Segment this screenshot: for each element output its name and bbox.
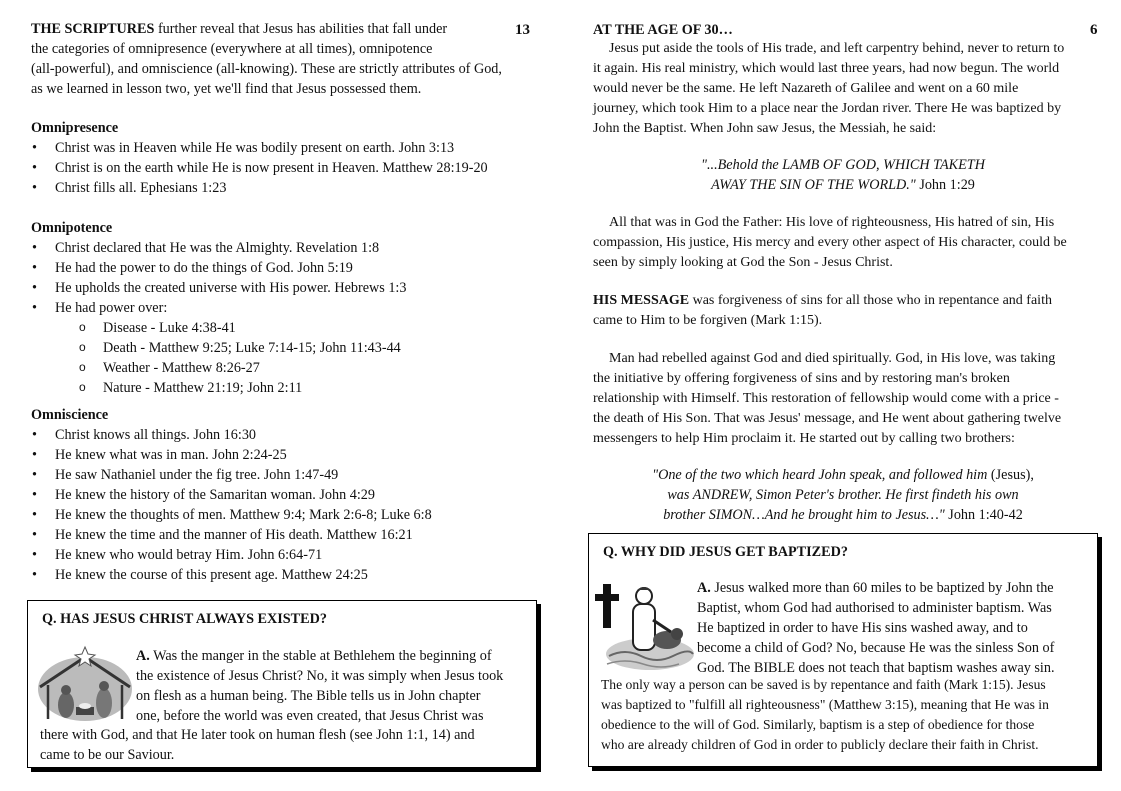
box-answer-bottom	[601, 675, 1091, 755]
list-item: • Christ fills all. Ephesians 1:23	[31, 178, 541, 198]
list-item: • He knew what was in man. John 2:24-25	[31, 445, 541, 465]
paragraph-line: compassion, His justice, His mercy and every other aspect of His character, could be	[593, 235, 1067, 250]
list-item: • He knew the history of the Samaritan woman. John 4:29	[31, 485, 541, 505]
omnipotence-list	[31, 238, 541, 318]
paragraph-line: it again. His real ministry, which would last three years, had now begun. The world	[593, 61, 1060, 76]
answer-line: there with God, and that He later took on human flesh (see John 1:1, 14) and	[40, 727, 475, 743]
paragraph-line: would never be the same. He left Nazareth of Galilee and went on a 60 mile	[593, 81, 1019, 96]
paragraph-line: relationship with Himself. This restoration of fellowship would come with a price -	[593, 391, 1059, 406]
page-number: 6	[1090, 22, 1098, 38]
paragraph-line: messengers to help Him proclaim it. He started out by calling two brothers:	[593, 431, 1015, 446]
answer-line: came to be our Saviour.	[40, 747, 175, 763]
list-item: • Christ knows all things. John 16:30	[31, 425, 541, 445]
list-item: • He had power over:	[31, 298, 541, 318]
list-item: • He knew the thoughts of men. Matthew 9:4; Mark 2:6-8; Luke 6:8	[31, 505, 541, 525]
box-question: Q. HAS JESUS CHRIST ALWAYS EXISTED?	[42, 611, 327, 627]
list-item: • He knew the course of this present age. Matthew 24:25	[31, 565, 541, 585]
box-answer-top	[136, 646, 524, 726]
paragraph-ministry	[593, 39, 1093, 139]
baptism-icon	[595, 576, 695, 672]
quote-reference: John 1:29	[915, 177, 975, 193]
intro-line: as we learned in lesson two, yet we'll find that Jesus possessed them.	[31, 81, 422, 97]
intro-paragraph	[31, 19, 533, 99]
list-item: • He saw Nathaniel under the fig tree. John 1:47-49	[31, 465, 541, 485]
quote-line: AWAY THE SIN OF THE WORLD."	[711, 177, 916, 193]
quote-andrew	[593, 465, 1093, 525]
sub-list-item: o Weather - Matthew 8:26-27	[79, 358, 541, 378]
paragraph-line: Jesus put aside the tools of His trade, and left carpentry behind, never to return to	[609, 41, 1065, 56]
omniscience-list	[31, 425, 541, 585]
sub-list-item: o Death - Matthew 9:25; Luke 7:14-15; John 11:43-44	[79, 338, 541, 358]
omnipotence-heading: Omnipotence	[31, 220, 113, 236]
answer-line: obedience to the will of God. Similarly, baptism is a step of obedience for those	[601, 717, 1035, 732]
paragraph-line: Man had rebelled against God and died spiritually. God, in His love, was taking	[609, 351, 1056, 366]
box-answer-top	[697, 578, 1087, 678]
question-box-baptized	[588, 533, 1098, 767]
paragraph-father	[593, 213, 1093, 273]
quote-line: "...Behold the LAMB OF GOD, WHICH TAKETH	[701, 157, 985, 173]
answer-line: God. The BIBLE does not teach that baptism washes away sin.	[697, 660, 1055, 676]
answer-line: one, before the world was even created, that Jesus Christ was	[136, 708, 484, 724]
left-page	[0, 0, 560, 791]
answer-line: become a child of God? No, because He was the sinless Son of	[697, 640, 1055, 656]
answer-lead: A.	[136, 648, 150, 664]
answer-line: who are already children of God in order to publicly declare their faith in Christ.	[601, 737, 1039, 752]
paragraph-message	[593, 291, 1093, 331]
answer-line: The only way a person can be saved is by repentance and faith (Mark 1:15). Jesus	[601, 677, 1046, 692]
right-page	[560, 0, 1121, 791]
answer-line: was baptized to "fulfill all righteousness" (Matthew 3:15), meaning that He was in	[601, 697, 1049, 712]
box-answer-bottom	[40, 725, 528, 765]
sub-list-item: o Nature - Matthew 21:19; John 2:11	[79, 378, 541, 398]
answer-line: Baptist, whom God had authorised to administer baptism. Was	[697, 600, 1052, 616]
intro-line: further reveal that Jesus has abilities that fall under	[154, 21, 448, 37]
question-box-always-existed	[27, 600, 537, 768]
paragraph-line: journey, which took Him to a place near the Jordan river. There He was baptized by	[593, 101, 1062, 116]
answer-line: the existence of Jesus Christ? No, it was simply when Jesus took	[136, 668, 504, 684]
paragraph-line: John the Baptist. When John saw Jesus, the Messiah, he said:	[593, 121, 937, 136]
intro-lead: THE SCRIPTURES	[31, 21, 155, 37]
quote-line: brother SIMON…And he brought him to Jesus…"	[663, 507, 945, 523]
omnipresence-heading: Omnipresence	[31, 120, 119, 136]
sub-list-item: o Disease - Luke 4:38-41	[79, 318, 541, 338]
nativity-icon	[36, 645, 134, 721]
list-item: • He had the power to do the things of God. John 5:19	[31, 258, 541, 278]
quote-reference: (Jesus),	[987, 467, 1034, 483]
answer-lead: A.	[697, 580, 711, 596]
list-item: • Christ is on the earth while He is now present in Heaven. Matthew 28:19-20	[31, 158, 541, 178]
answer-line: He baptized in order to have His sins washed away, and to	[697, 620, 1028, 636]
paragraph-line: seen by simply looking at God the Son - Jesus Christ.	[593, 255, 893, 270]
list-item: • Christ was in Heaven while He was bodily present on earth. John 3:13	[31, 138, 541, 158]
quote-reference: John 1:40-42	[944, 507, 1023, 523]
answer-line: Jesus walked more than 60 miles to be baptized by John the	[710, 580, 1054, 596]
answer-line: Was the manger in the stable at Bethlehem the beginning of	[149, 648, 492, 664]
paragraph-line: came to Him to be forgiven (Mark 1:15).	[593, 313, 823, 328]
omnipresence-section	[31, 118, 541, 198]
message-lead: HIS MESSAGE	[593, 293, 690, 308]
omniscience-section	[31, 405, 541, 585]
paragraph-line: the death of His Son. That was Jesus' message, and He went about gathering twelve	[593, 411, 1062, 426]
answer-line: on flesh as a human being. The Bible tells us in John chapter	[136, 688, 481, 704]
power-over-sublist	[31, 318, 541, 398]
paragraph-line: was forgiveness of sins for all those who in repentance and faith	[689, 293, 1052, 308]
intro-line: (all-powerful), and omniscience (all-knowing). These are strictly attributes of God,	[31, 61, 502, 77]
paragraph-line: All that was in God the Father: His love of righteousness, His hatred of sin, His	[609, 215, 1055, 230]
quote-line: "One of the two which heard John speak, and followed him	[652, 467, 988, 483]
list-item: • He knew who would betray Him. John 6:64-71	[31, 545, 541, 565]
page-number: 13	[515, 22, 530, 38]
quote-lamb-of-god	[593, 155, 1093, 195]
paragraph-rebellion	[593, 349, 1093, 449]
intro-line: the categories of omnipresence (everywhere at all times), omnipotence	[31, 41, 433, 57]
box-question: Q. WHY DID JESUS GET BAPTIZED?	[603, 544, 848, 560]
omnipotence-section	[31, 218, 541, 398]
section-heading: AT THE AGE OF 30…	[593, 22, 733, 38]
omniscience-heading: Omniscience	[31, 407, 109, 423]
list-item: • He upholds the created universe with His power. Hebrews 1:3	[31, 278, 541, 298]
quote-line: was ANDREW, Simon Peter's brother. He first findeth his own	[667, 487, 1019, 503]
list-item: • Christ declared that He was the Almighty. Revelation 1:8	[31, 238, 541, 258]
omnipresence-list	[31, 138, 541, 198]
list-item: • He knew the time and the manner of His death. Matthew 16:21	[31, 525, 541, 545]
paragraph-line: the initiative by offering forgiveness of sins and by restoring man's broken	[593, 371, 1010, 386]
